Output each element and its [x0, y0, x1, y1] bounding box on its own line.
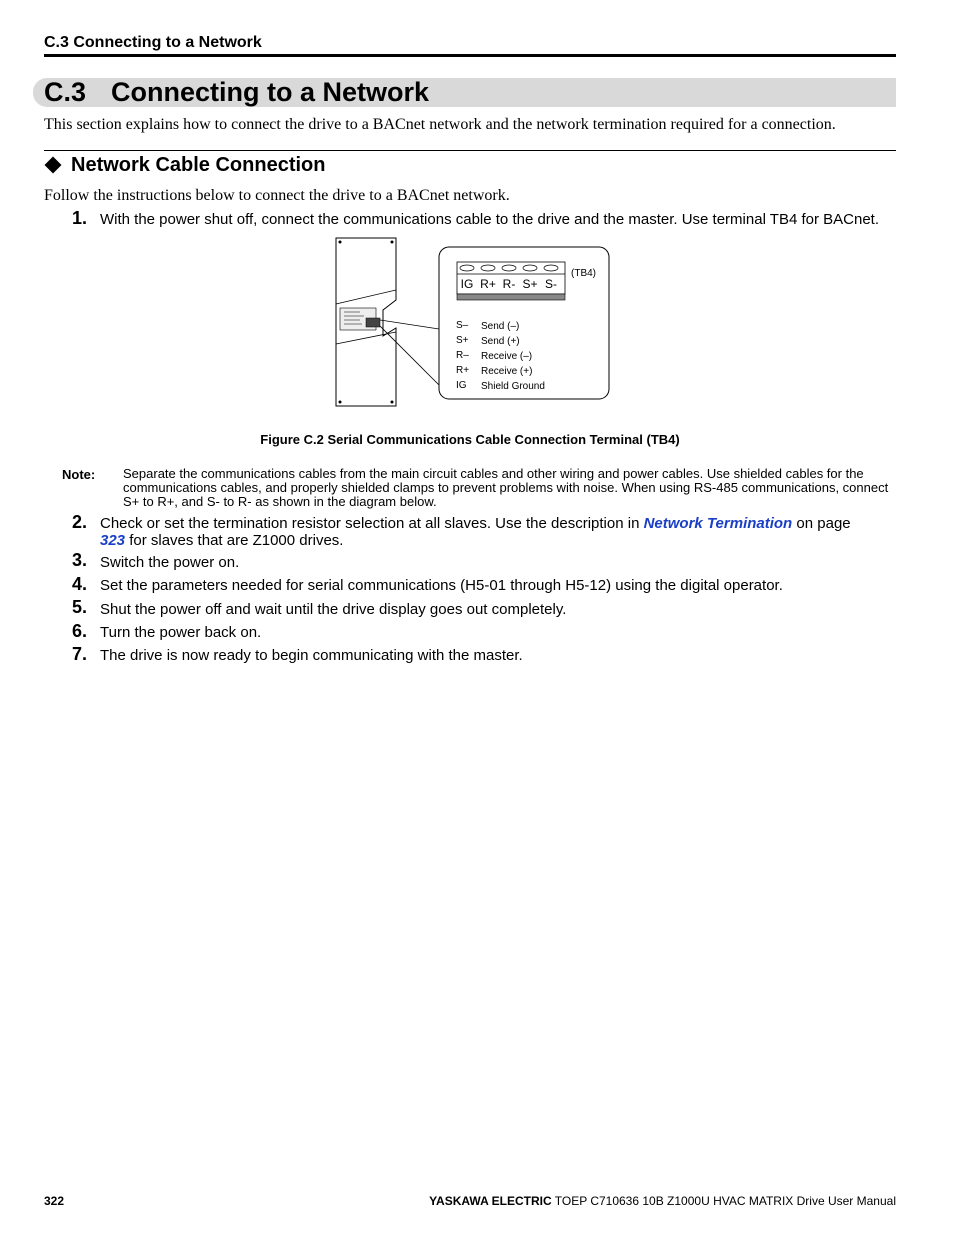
- legend-symbol: R–: [456, 350, 469, 361]
- step-2-text-after: for slaves that are Z1000 drives.: [125, 532, 344, 549]
- step-text-5: Shut the power off and wait until the drive display goes out completely.: [100, 601, 567, 618]
- drive-illustration: [336, 238, 396, 406]
- legend-description: Send (+): [481, 336, 520, 347]
- legend-description: Receive (+): [481, 366, 533, 377]
- tb4-label: (TB4): [571, 268, 596, 279]
- diamond-bullet-icon: [45, 156, 62, 173]
- note-text: Separate the communications cables from the main circuit cables and other wiring and power cables. Use shielded cables for the communications cables, and properly shielded clamps to prevent problems with noise. When using RS-485 communications, connect S+ to R+, and S- to R- as shown in the diagram below.: [123, 466, 889, 509]
- step-text-6: Turn the power back on.: [100, 624, 262, 641]
- step-number-3: 3.: [72, 550, 88, 570]
- step-text-1: With the power shut off, connect the communications cable to the drive and the master. Use terminal TB4 for BACnet.: [100, 211, 880, 228]
- intro-paragraph: This section explains how to connect the drive to a BACnet network and the network termination required for a connection.: [44, 116, 836, 133]
- step-2-text-before: Check or set the termination resistor selection at all slaves. Use the description in: [100, 515, 644, 532]
- legend-symbol: R+: [456, 365, 470, 376]
- legend-description: Receive (–): [481, 351, 533, 362]
- step-number-4: 4.: [72, 574, 88, 594]
- footer-doc-title: TOEP C710636 10B Z1000U HVAC MATRIX Drive User Manual: [551, 1194, 896, 1208]
- section-title-text: Connecting to a Network: [111, 77, 430, 107]
- terminal-label-s-plus: S+: [522, 277, 538, 291]
- step-number-5: 5.: [72, 597, 88, 617]
- page-323-link[interactable]: 323: [100, 532, 126, 549]
- section-number: C.3: [44, 77, 87, 107]
- terminal-label-r-plus: R+: [480, 277, 496, 291]
- step-number-2: 2.: [72, 512, 88, 532]
- step-text-7: The drive is now ready to begin communicating with the master.: [100, 647, 523, 664]
- legend-description: Send (–): [481, 321, 520, 332]
- legend-symbol: S–: [456, 320, 469, 331]
- section-title: [44, 77, 429, 108]
- step-number-1: 1.: [72, 208, 88, 228]
- subsection-heading: [44, 154, 325, 177]
- subsection-title: Network Cable Connection: [71, 154, 326, 176]
- step-2-text-mid: on page: [792, 515, 851, 532]
- footer-doc-info: [429, 1194, 896, 1208]
- terminal-label-s-minus: S-: [545, 277, 557, 291]
- legend-symbol: S+: [456, 335, 469, 346]
- callout-line-upper: [380, 320, 439, 329]
- tb4-connection-figure: [320, 232, 620, 414]
- step-number-7: 7.: [72, 644, 88, 664]
- step-text-4: Set the parameters needed for serial communications (H5-01 through H5-12) using the digital operator.: [100, 577, 783, 594]
- note-label: Note:: [62, 467, 96, 482]
- running-head: C.3 Connecting to a Network: [44, 34, 262, 51]
- step-text-2: [100, 515, 900, 549]
- follow-paragraph: Follow the instructions below to connect the drive to a BACnet network.: [44, 187, 510, 204]
- legend-description: Shield Ground: [481, 381, 545, 392]
- terminal-label-ig: IG: [460, 277, 474, 291]
- subsection-rule: [44, 150, 896, 151]
- footer-page-number: 322: [44, 1194, 65, 1208]
- header-rule: [44, 54, 896, 57]
- terminal-label-r-minus: R-: [502, 277, 516, 291]
- step-text-3: Switch the power on.: [100, 554, 240, 571]
- step-number-6: 6.: [72, 621, 88, 641]
- network-termination-link[interactable]: Network Termination: [643, 515, 793, 532]
- figure-caption: Figure C.2 Serial Communications Cable Connection Terminal (TB4): [260, 432, 680, 447]
- footer-brand: YASKAWA ELECTRIC: [429, 1194, 552, 1208]
- legend-symbol: IG: [456, 380, 467, 391]
- terminal-block-tb4: [457, 262, 565, 300]
